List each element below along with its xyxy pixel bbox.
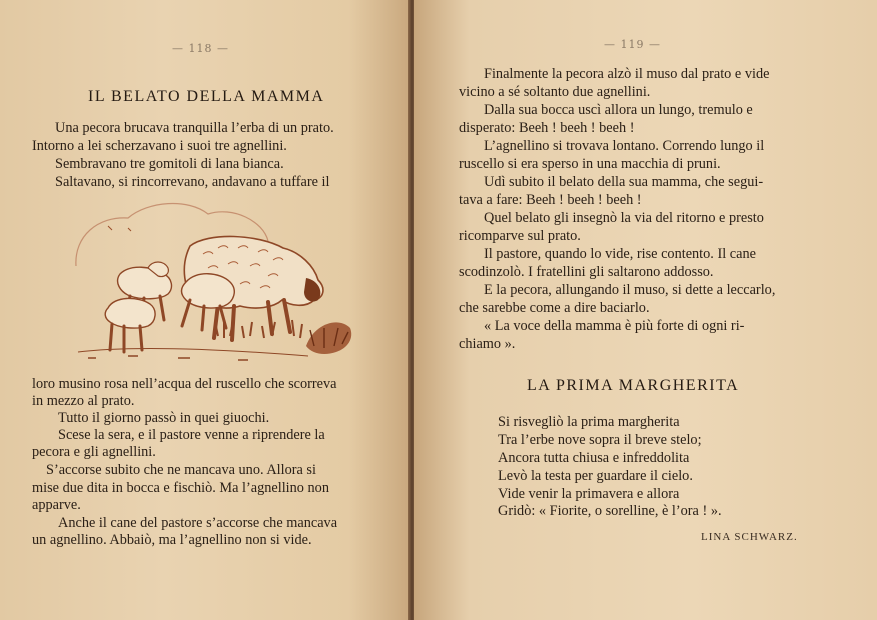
text-line: pecora e gli agnellini. — [32, 444, 156, 460]
text-line: ruscello si era sperso in una macchia di pruni. — [459, 156, 721, 172]
text-line: ricomparve sul prato. — [459, 228, 581, 244]
text-line: mise due dita in bocca e fischiò. Ma l’agnellino non — [32, 480, 329, 496]
text-line: chiamo ». — [459, 336, 516, 352]
text-line: scodinzolò. I fratellini gli saltarono addosso. — [459, 264, 714, 280]
text-line: apparve. — [32, 497, 81, 513]
text-line: vicino a sé soltanto due agnellini. — [459, 84, 651, 100]
poem-line: Tra l’erbe nove sopra il breve stelo; — [498, 432, 702, 448]
text-line: Intorno a lei scherzavano i suoi tre agnellini. — [32, 138, 287, 154]
text-line: Anche il cane del pastore s’accorse che mancava — [58, 515, 338, 531]
poem-line: Vide venir la primavera e allora — [498, 486, 680, 502]
page-number-right: — 119 — — [604, 38, 661, 51]
right-page — [414, 0, 877, 620]
text-line: tava a fare: Beeh ! beeh ! beeh ! — [459, 192, 642, 208]
text-line: loro musino rosa nell’acqua del ruscello che scorreva — [32, 376, 337, 392]
poem-title: LA PRIMA MARGHERITA — [527, 377, 740, 394]
text-line: L’agnellino si trovava lontano. Correndo lungo il — [484, 138, 765, 154]
text-line: in mezzo al prato. — [32, 393, 135, 409]
text-line: Udì subito il belato della sua mamma, che segui- — [484, 174, 764, 190]
poem-author: LINA SCHWARZ. — [701, 531, 798, 543]
poem-line: Ancora tutta chiusa e infreddolita — [498, 450, 690, 466]
text-line: che sarebbe come a dire baciarlo. — [459, 300, 650, 316]
text-line: Saltavano, si rincorrevano, andavano a tuffare il — [55, 174, 330, 190]
text-line: Quel belato gli insegnò la via del ritorno e presto — [484, 210, 764, 226]
text-line: S’accorse subito che ne mancava uno. Allora si — [46, 462, 316, 478]
text-line: un agnellino. Abbaiò, ma l’agnellino non si vide. — [32, 532, 312, 548]
text-line: Il pastore, quando lo vide, rise contento. Il cane — [484, 246, 756, 262]
text-line: Tutto il giorno passò in quei giuochi. — [58, 410, 270, 426]
poem-line: Gridò: « Fiorite, o sorelline, è l’ora ! ». — [498, 503, 722, 519]
story-title: IL BELATO DELLA MAMMA — [88, 88, 325, 105]
poem-line: Si risvegliò la prima margherita — [498, 414, 680, 430]
text-line: Scese la sera, e il pastore venne a riprendere la — [58, 427, 325, 443]
text-line: Dalla sua bocca uscì allora un lungo, tremulo e — [484, 102, 753, 118]
text-line: disperato: Beeh ! beeh ! beeh ! — [459, 120, 635, 136]
text-line: E la pecora, allungando il muso, si dette a leccarlo, — [484, 282, 776, 298]
text-line: Finalmente la pecora alzò il muso dal prato e vide — [484, 66, 770, 82]
poem-line: Levò la testa per guardare il cielo. — [498, 468, 693, 484]
left-page — [0, 0, 410, 620]
text-line: Sembravano tre gomitoli di lana bianca. — [55, 156, 284, 172]
text-line: « La voce della mamma è più forte di ogni ri- — [484, 318, 745, 334]
text-line: Una pecora brucava tranquilla l’erba di un prato. — [55, 120, 334, 136]
sheep-illustration — [68, 196, 358, 368]
page-number-left: — 118 — — [172, 42, 229, 55]
